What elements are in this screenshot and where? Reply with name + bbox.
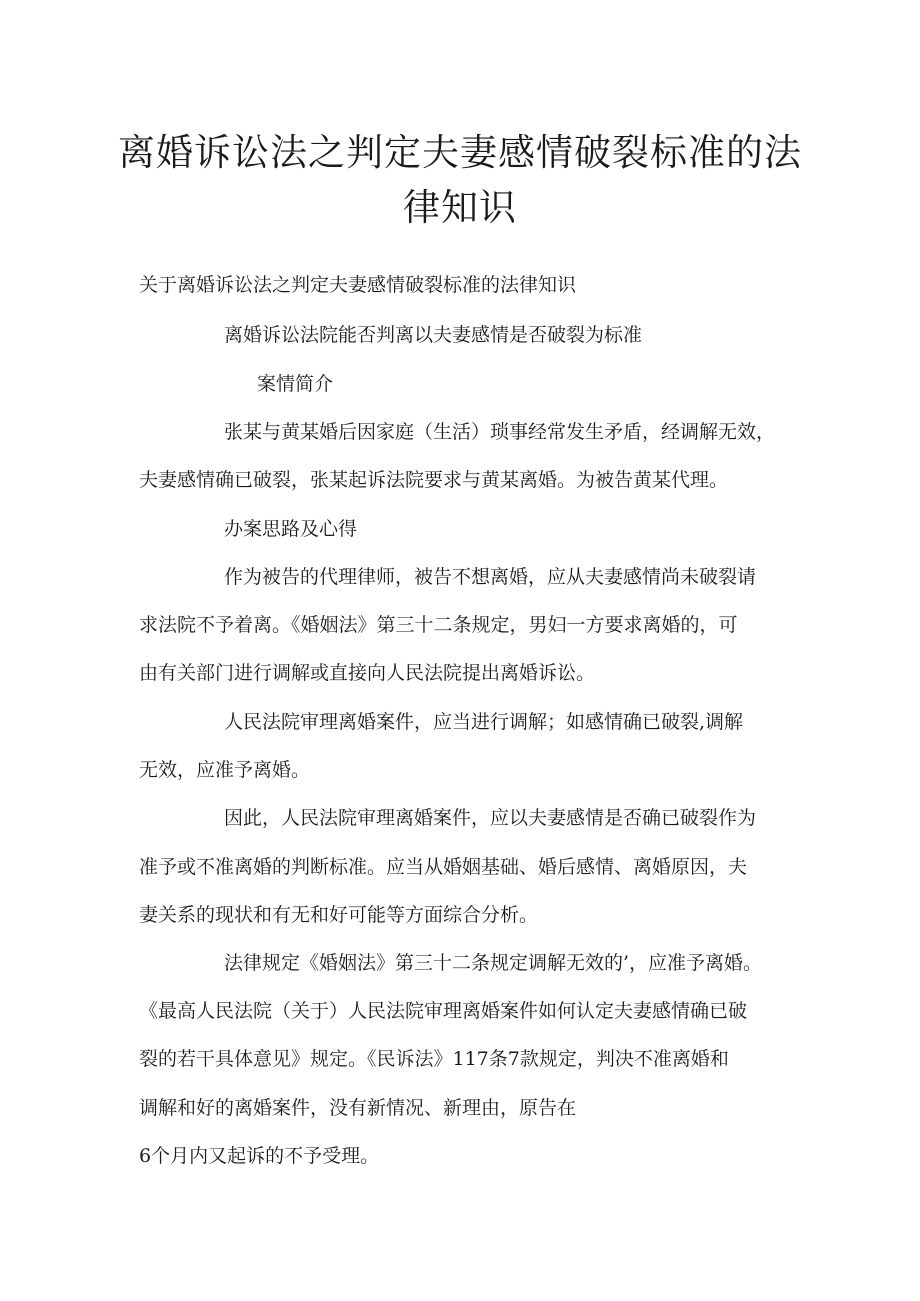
paragraph-line: 法律规定《婚姻法》第三十二条规定调解无效的’，应准予离婚。 — [224, 952, 763, 974]
paragraph-line: 调解和好的离婚案件，没有新情况、新理由，原告在 — [139, 1097, 577, 1119]
paragraph-line: 由有关部门进行调解或直接向人民法院提出离婚诉讼。 — [139, 662, 596, 684]
paragraph-line: 准予或不准离婚的判断标准。应当从婚姻基础、婚后感情、离婚原因，夫 — [139, 856, 748, 878]
paragraph-line: 《最高人民法院（关于）人民法院审理离婚案件如何认定夫妻感情确已破 — [139, 1000, 748, 1022]
paragraph-line: 妻关系的现状和有无和好可能等方面综合分析。 — [139, 904, 539, 926]
paragraph-line: 6个月内又起诉的不予受理。 — [139, 1145, 380, 1167]
paragraph-line: 因此，人民法院审理离婚案件，应以夫妻感情是否确已破裂作为 — [224, 807, 757, 829]
section-heading: 离婚诉讼法院能否判离以夫妻感情是否破裂为标准 — [224, 324, 643, 346]
document-title-line-1: 离婚诉讼法之判定夫妻感情破裂标准的法 — [118, 131, 802, 174]
paragraph-line: 无效，应准予离婚。 — [139, 759, 311, 781]
paragraph-line: 人民法院审理离婚案件，应当进行调解；如感情确已破裂,调解 — [224, 711, 744, 733]
paragraph-line: 作为被告的代理律师，被告不想离婚，应从夫妻感情尚未破裂请 — [224, 566, 757, 588]
paragraph-line: 夫妻感情确已破裂，张某起诉法院要求与黄某离婚。为被告黄某代理。 — [139, 469, 729, 491]
subtitle-line: 关于离婚诉讼法之判定夫妻感情破裂标准的法律知识 — [139, 274, 577, 296]
document-title-line-2: 律知识 — [403, 186, 517, 229]
paragraph-line: 张某与黄某婚后因家庭（生活）琐事经常发生矛盾，经调解无效， — [224, 421, 776, 443]
section-heading: 案情简介 — [257, 373, 334, 395]
paragraph-line: 裂的若干具体意见》规定。《民诉法》117条7款规定，判决不准离婚和 — [139, 1048, 729, 1070]
section-heading: 办案思路及心得 — [224, 518, 358, 540]
paragraph-line: 求法院不予着离。《婚姻法》第三十二条规定，男妇一方要求离婚的，可 — [139, 614, 738, 636]
